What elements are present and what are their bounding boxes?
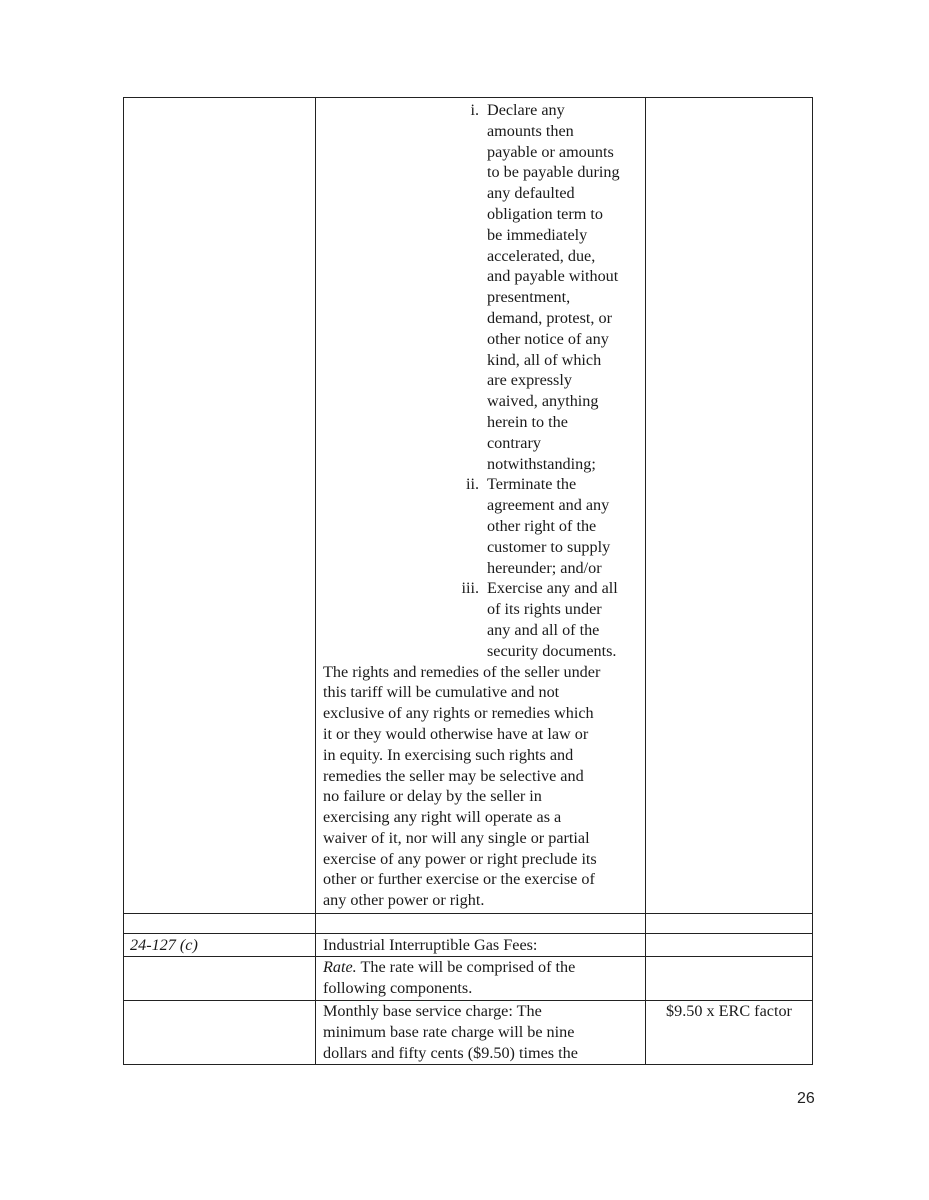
monthly-line: dollars and fifty cents ($9.50) times the: [323, 1043, 578, 1062]
rate-label: Rate.: [323, 958, 357, 976]
text-line: demand, protest, or: [487, 308, 612, 327]
page-number: 26: [797, 1090, 815, 1107]
text-line: exercising any right will operate as a: [323, 808, 562, 827]
rate-text: The rate will be comprised of the: [356, 958, 576, 976]
text-line: notwithstanding;: [487, 454, 596, 473]
list-item: [323, 100, 639, 474]
text-line: Declare any: [487, 101, 565, 119]
fee-cell: [645, 957, 813, 1000]
remedies-list: [323, 100, 639, 662]
text-line: and payable without: [487, 267, 619, 286]
list-item: [323, 578, 639, 661]
text-line: accelerated, due,: [487, 246, 596, 265]
text-line: remedies the seller may be selective and: [323, 766, 584, 785]
fee-cell: [645, 914, 813, 933]
monthly-description: [315, 1001, 645, 1064]
monthly-line: minimum base rate charge will be nine: [323, 1022, 575, 1041]
text-line: obligation term to: [487, 204, 603, 223]
description-cell: [315, 98, 645, 913]
fee-cell: [645, 98, 813, 913]
rate-description: [315, 957, 645, 1000]
text-line: in equity. In exercising such rights and: [323, 745, 574, 764]
text-line: presentment,: [487, 288, 571, 307]
list-item-text: [487, 474, 639, 578]
text-line: any defaulted: [487, 184, 575, 203]
list-marker: i.: [470, 101, 479, 119]
text-line: of its rights under: [487, 600, 602, 619]
text-line: to be payable during: [487, 163, 620, 182]
text-line: amounts then: [487, 121, 574, 140]
remedies-paragraph: [323, 662, 639, 912]
table-row-rate: [123, 957, 813, 1001]
text-line: security documents.: [487, 641, 617, 660]
monthly-line: Monthly base service charge: The: [323, 1002, 542, 1020]
text-line: agreement and any: [487, 496, 610, 515]
section-cell: [123, 914, 315, 933]
list-item-text: [487, 578, 639, 661]
text-line: exercise of any power or right preclude its: [323, 849, 597, 868]
text-line: Terminate the: [487, 475, 577, 494]
section-title: Industrial Interruptible Gas Fees:: [315, 934, 645, 956]
text-line: exclusive of any rights or remedies which: [323, 704, 594, 723]
description-cell: [315, 914, 645, 933]
text-line: be immediately: [487, 225, 588, 244]
table-row-monthly: [123, 1001, 813, 1065]
table-row-remedies: [123, 97, 813, 914]
text-line: contrary: [487, 433, 541, 452]
table-row-blank: [123, 914, 813, 934]
list-item: [323, 474, 639, 578]
text-line: payable or amounts: [487, 142, 614, 161]
text-line: waiver of it, nor will any single or partial: [323, 828, 590, 847]
monthly-fee: $9.50 x ERC factor: [645, 1001, 813, 1064]
text-line: herein to the: [487, 412, 568, 431]
section-cell: [123, 98, 315, 913]
list-item-text: [487, 100, 639, 474]
text-line: hereunder; and/or: [487, 558, 602, 577]
table-row-section-title: [123, 934, 813, 957]
text-line: any other power or right.: [323, 891, 485, 910]
text-line: Exercise any and all: [487, 579, 618, 598]
rate-text-line2: following components.: [323, 978, 473, 997]
text-line: customer to supply: [487, 537, 611, 556]
text-line: no failure or delay by the seller in: [323, 787, 542, 806]
text-line: waived, anything: [487, 392, 599, 411]
text-line: other or further exercise or the exercise of: [323, 870, 595, 889]
text-line: are expressly: [487, 371, 572, 390]
text-line: any and all of the: [487, 620, 600, 639]
section-cell: [123, 1001, 315, 1064]
fee-cell: [645, 934, 813, 956]
tariff-table: [123, 97, 813, 1065]
text-line: it or they would otherwise have at law or: [323, 724, 589, 743]
list-marker: iii.: [461, 579, 479, 598]
section-cell: [123, 957, 315, 1000]
section-code: 24-127 (c): [123, 934, 315, 956]
text-line: The rights and remedies of the seller under: [323, 662, 601, 681]
list-marker: ii.: [465, 475, 479, 494]
text-line: this tariff will be cumulative and not: [323, 683, 560, 702]
text-line: other notice of any: [487, 329, 609, 348]
text-line: other right of the: [487, 516, 597, 535]
text-line: kind, all of which: [487, 350, 602, 369]
